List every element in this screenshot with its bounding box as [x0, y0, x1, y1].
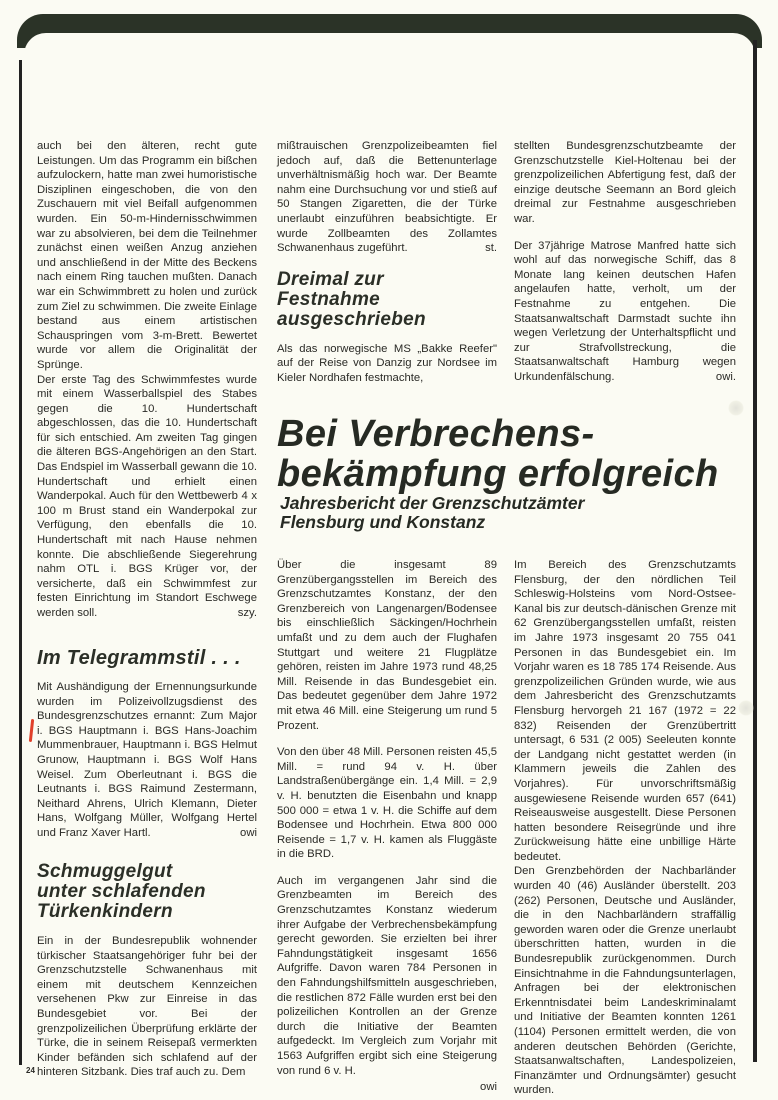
main-subheadline — [280, 494, 760, 532]
print-speck — [738, 700, 754, 716]
main-article-column-3 — [514, 558, 736, 1098]
heading-line: Festnahme — [277, 288, 381, 310]
main-headline — [277, 414, 757, 494]
page-number: 24 — [26, 1066, 35, 1075]
column-1 — [37, 139, 257, 621]
page-frame-left-rule — [19, 60, 22, 1065]
red-margin-annotation — [29, 719, 34, 742]
heading-line: Türkenkindern — [37, 901, 173, 922]
section-heading — [277, 270, 497, 330]
dreimal-continued: stellten Bundesgrenzschutzbeamte der Grenzschutzstelle Kiel-Holtenau bei der grenzpolizeilichen Abfertigung fest, daß der einzige deutsche Seemann an Bord gleich dreimal zur Festnahme ausgeschrieben war. — [514, 140, 736, 225]
schmuggel-continued: mißtrauischen Grenzpolizeibeamten fiel jedoch auf, daß die Bettenunterlage unverhältnismäßig hoch war. Der Beamte nahm eine Durchsuchung vor und stieß auf 50 Stangen Zigaretten, die der Türke unerlaubt einzuführen beabsichtigte. Er wurde Zollbeamten des Zollamtes Schwanenhaus zugeführt. — [277, 140, 497, 255]
dreimal-body: Als das norwegische MS „Bakke Reefer" auf der Reise von Danzig zur Nordsee im Kieler Nordhafen festmachte, — [277, 342, 497, 384]
dreimal-paragraph: Der 37jährige Matrose Manfred hatte sich wohl auf das norwegische Schiff, das 8 Monate lang keinen deutschen Hafen angelaufen hatte, verholt, um der Festnahme zu entgehen. Die Staatsanwaltschaft Darmstadt suchte ihn wegen Verletzung der Unterhaltspflicht und zur Strafvollstreckung, die Staatsanwaltschaft Hamburg wegen Urkundenfälschung. — [514, 239, 736, 383]
column-3-top — [514, 139, 736, 385]
intro-paragraph: Der erste Tag des Schwimmfestes wurde mit einem Wasserballspiel des Stabes gegen die 10. Hundertschaft abgeschlossen, das die 10. Hundertschaft für sich entschied. Am zweiten Tag gingen die älteren BGS-Angehörigen an den Start. Das Endspiel im Wasserball gewann die 10. Hundertschaft und erhielt einen Wanderpokal. Auch für den Wettbewerb 4 x 100 m Brust stand ein Wanderpokal zur Verfügung, den ebenfalls die 10. Hundertschaft mit nach Hause nehmen konnte. Die abschließende Siegerehrung nahm OTL i. BGS Krüger vor, der versicherte, daß ein Schwimmfest zur festen Einrichtung im Standort Eschwege werden soll. — [37, 373, 257, 619]
subheadline-line: Jahresbericht der Grenzschutzämter — [280, 493, 585, 513]
schmuggel-body: Ein in der Bundesrepublik wohnender türkischer Staatsangehöriger fuhr bei der Grenzschutzstelle Schwanenhaus mit einem mit deutschem Kennzeichen versehenen Pkw zur Einreise in das Bundesgebiet vor. Bei der grenzpolizeilichen Überprüfung erklärte der Türke, die in seinem Reisepaß vermerkten Kinder befänden sich schlafend auf der hinteren Sitzbank. Dies traf auch zu. Dem — [37, 935, 257, 1079]
column-2-top — [277, 139, 497, 386]
main-article-column-2 — [277, 558, 497, 1095]
signature: owi. — [715, 370, 736, 383]
schmuggel-section — [37, 862, 257, 1080]
page-frame-inner — [24, 33, 755, 93]
section-heading — [37, 862, 257, 922]
article-paragraph: Von den über 48 Mill. Personen reisten 45,5 Mill. = rund 94 v. H. über Landstraßenübergänge ein. 1,4 Mill. = 2,9 v. H. benutzten die Eisenbahn und knapp 500 000 = etwa 1 v. H. die Schiffe auf dem Bodensee und Hochrhein. Etwa 800 000 Reisende = 1,7 v. H. kamen als Fluggäste in die BRD. — [277, 746, 497, 861]
telegramm-section — [37, 648, 257, 841]
heading-line: Dreimal zur — [277, 268, 384, 290]
signature: szy. — [237, 607, 257, 619]
subheadline-line: Flensburg und Konstanz — [280, 512, 486, 532]
headline-line: bekämpfung erfolgreich — [277, 453, 719, 495]
article-paragraph: Den Grenzbehörden der Nachbarländer wurden 40 (46) Ausländer überstellt. 203 (262) Personen, Deutsche und Ausländer, die in den Nachbarländern straffällig geworden waren oder die Grenze unerlaubt überschritten hatten, wurden in die Bundesrepublik zurückgenommen. Durch Einsichtnahme in die Fahndungsunterlagen, Anfragen bei der elektronischen Erkenntnisdatei beim Landeskriminalamt und Initiative der Beamten konnten 1261 (1104) Personen ermittelt werden, die von anderen deutschen Behörden (Gerichte, Staatsanwaltschaften, Landespolizeien, Finanzämter und Ordnungsämter) gesucht wurden. — [514, 865, 736, 1097]
signature: owi — [240, 826, 257, 839]
article-paragraph: Über die insgesamt 89 Grenzübergangsstellen im Bereich des Grenzschutzamtes Konstanz, der den Grenzbereich von Langenargen/Bodensee bis einschließlich Säckingen/Hochrhein umfaßt und zu dem auch der Flughafen Stuttgart und weitere 21 Flugplätze gehören, reisten im Jahre 1973 rund 48,25 Mill. Reisende in das Bundesgebiet ein. Das bedeutet gegenüber dem Jahre 1972 mit etwa 46 Mill. eine Steigerung um rund 5 Prozent. — [277, 559, 497, 732]
section-heading: Im Telegrammstil . . . — [37, 647, 241, 669]
signature: st. — [485, 242, 497, 255]
article-paragraph: Auch im vergangenen Jahr sind die Grenzbeamten im Bereich des Grenzschutzamtes Konstanz wiederum ihrer Aufgabe der Verbrechensbekämpfung gerecht geworden. Sie erzielten bei ihrer Fahndungstätigkeit insgesamt 1656 Aufgriffe. Davon waren 784 Personen in den Fahndungshilfsmitteln ausgeschrieben, die restlichen 872 Fälle wurden erst bei den polizeilichen Kontrollen an der Grenze durch die Initiative der Beamten aufgedeckt. Im Vergleich zum Vorjahr mit 1563 Aufgriffen ergibt sich eine Steigerung von rund 6 v. H. — [277, 874, 497, 1077]
heading-line: unter schlafenden — [37, 881, 206, 902]
intro-paragraph: auch bei den älteren, recht gute Leistungen. Um das Programm ein bißchen aufzulockern, hatte man zwei humoristische Disziplinen eingeschoben, die von den Zuschauern mit viel Beifall aufgenommen wurden. Ein 50-m-Hindernisschwimmen war zu absolvieren, bei dem die Teilnehmer zunächst einen weißen Anzug anziehen und anschließend in der Mitte des Beckens nach einem Ring tauchen mußten. Danach war ein Schwimmbrett zu holen und zurück zum Ziel zu schwimmen. Die zweite Einlage bestand aus einem artistischen Schauspringen vom 3-m-Brett. Bewertet wurde vor allem die Originalität der Sprünge. — [37, 140, 257, 371]
heading-line: ausgeschrieben — [277, 308, 426, 330]
signature: owi — [480, 1081, 497, 1094]
headline-line: Bei Verbrechens- — [277, 413, 595, 455]
article-paragraph: Im Bereich des Grenzschutzamts Flensburg, der den nördlichen Teil Schleswig-Holsteins vom Nord-Ostsee-Kanal bis zur deutsch-dänischen Grenze mit 62 Grenzübergangsstellen umfaßt, reisten im Jahre 1973 insgesamt 20 755 041 Personen in das Bundesgebiet ein. Im Vorjahr waren es 18 785 174 Reisende. Aus grenzpolizeilichen Gründen wurde, wie aus dem Jahresbericht des Grenzschutzamts Flensburg hervorgeh 21 167 (1972 = 22 832) Reisenden der Grenzübertritt untersagt, 6 531 (2 005) Seeleuten konnte der Landgang nicht gestattet werden (in Klammern jeweils die Zahlen des Vorjahres). Für unvorschriftsmäßig ausgewiesene Reisende wurden 657 (641) Reiseausweise ausgestellt. Diese Personen hatten besondere Reisegründe und ihre Zurückweisung hätte eine unbillige Härte bedeutet. — [514, 559, 736, 863]
telegramm-body: Mit Aushändigung der Ernennungsurkunde wurden im Polizeivollzugsdienst des Bundesgrenzschutzes ernannt: Zum Major i. BGS Hauptmann i. BGS Hans-Joachim Mummenbrauer, Hauptmann i. BGS Helmut Grunow, Hauptmann i. BGS Wolf Hans Weisel. Zum Oberleutnant i. BGS die Leutnants i. BGS Raimund Zestermann, Neithard Ahrens, Ulrich Klemann, Dieter Hans, Wolfgang Müller, Wolfgang Hertel und Franz Xaver Hartl. — [37, 681, 257, 839]
page-frame-right-rule — [753, 40, 757, 1062]
heading-line: Schmuggelgut — [37, 861, 173, 882]
